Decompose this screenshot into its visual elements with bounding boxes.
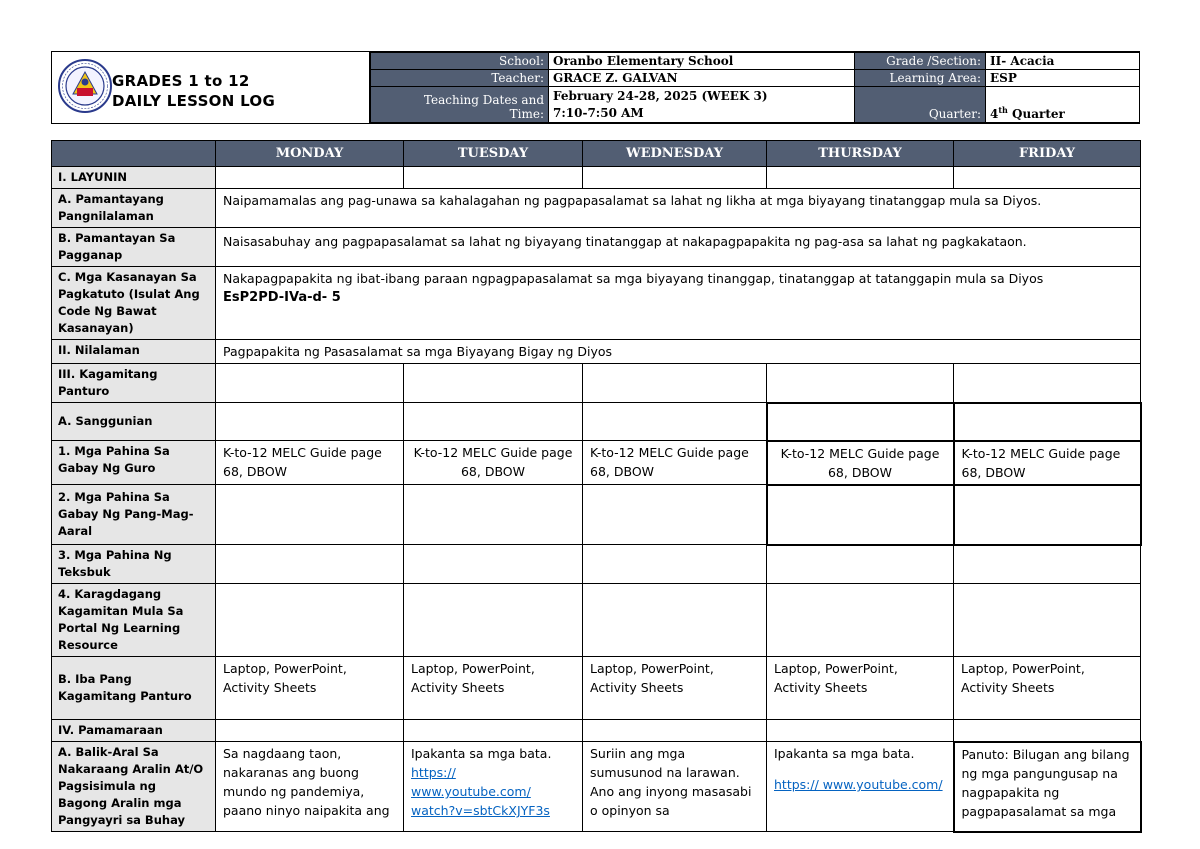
teaching-dates-label-1: Teaching Dates and bbox=[423, 93, 544, 107]
school-value: Oranbo Elementary School bbox=[549, 53, 855, 70]
row-label-pamantayang-pangnilalaman: A. Pamantayang Pangnilalaman bbox=[52, 189, 216, 228]
page-title bbox=[112, 71, 275, 111]
cell bbox=[583, 720, 767, 742]
table-row bbox=[52, 720, 1141, 742]
cell bbox=[954, 485, 1141, 545]
cell bbox=[583, 364, 767, 403]
row-label-nilalaman: II. Nilalaman bbox=[52, 340, 216, 364]
balik-aral-thursday bbox=[767, 742, 954, 832]
cell bbox=[216, 584, 404, 657]
day-wednesday: WEDNESDAY bbox=[583, 141, 767, 167]
cell bbox=[954, 167, 1141, 189]
cell bbox=[404, 720, 583, 742]
gabay-guro-friday: K-to-12 MELC Guide page 68, DBOW bbox=[954, 441, 1141, 485]
cell bbox=[216, 167, 404, 189]
teacher-value: GRACE Z. GALVAN bbox=[549, 70, 855, 87]
cell bbox=[404, 167, 583, 189]
quarter-number: 4 bbox=[990, 107, 999, 121]
quarter-suffix: th bbox=[998, 105, 1008, 115]
cell bbox=[767, 167, 954, 189]
kasanayan-code: EsP2PD-IVa-d- 5 bbox=[223, 290, 341, 305]
kasanayan-cell bbox=[216, 267, 1141, 340]
teaching-dates-label-2: Time: bbox=[509, 107, 544, 121]
cell bbox=[404, 485, 583, 545]
row-label-sanggunian: A. Sanggunian bbox=[52, 403, 216, 441]
cell bbox=[767, 720, 954, 742]
row-label-teksbuk: 3. Mga Pahina Ng Teksbuk bbox=[52, 545, 216, 584]
row-label-gabay-mag-aaral: 2. Mga Pahina Sa Gabay Ng Pang-Mag-Aaral bbox=[52, 485, 216, 545]
header-title-block bbox=[52, 52, 370, 123]
cell bbox=[404, 364, 583, 403]
day-monday: MONDAY bbox=[216, 141, 404, 167]
grade-section-value: II- Acacia bbox=[986, 53, 1140, 70]
gabay-guro-thursday: K-to-12 MELC Guide page 68, DBOW bbox=[767, 441, 954, 485]
row-label-learning-resource: 4. Karagdagang Kagamitan Mula Sa Portal Ng Learning Resource bbox=[52, 584, 216, 657]
title-line-2: DAILY LESSON LOG bbox=[112, 92, 276, 110]
balik-aral-monday: Sa nagdaang taon, nakaranas ang buong mundo ng pandemiya, paano ninyo naipakita ang bbox=[216, 742, 404, 832]
iba-kagamitan-thursday: Laptop, PowerPoint, Activity Sheets bbox=[767, 657, 954, 720]
day-header-row bbox=[52, 141, 1141, 167]
cell bbox=[216, 403, 404, 441]
corner-cell bbox=[52, 141, 216, 167]
balik-aral-wednesday: Suriin ang mga sumusunod na larawan. Ano ang inyong masasabi o opinyon sa bbox=[583, 742, 767, 832]
teaching-dates-value-1: February 24-28, 2025 (WEEK 3) bbox=[553, 88, 768, 103]
balik-aral-thursday-text: Ipakanta sa mga bata. bbox=[774, 746, 915, 761]
teaching-dates-label bbox=[371, 87, 549, 123]
cell bbox=[216, 545, 404, 584]
learning-area-value: ESP bbox=[986, 70, 1140, 87]
table-row bbox=[52, 584, 1141, 657]
table-row bbox=[52, 340, 1141, 364]
quarter-label: Quarter: bbox=[855, 87, 986, 123]
iba-kagamitan-wednesday: Laptop, PowerPoint, Activity Sheets bbox=[583, 657, 767, 720]
cell bbox=[216, 485, 404, 545]
pamantayan-pagganap-text: Naisasabuhay ang pagpapasalamat sa lahat ng biyayang tinatanggap at nakapagpapakita ng pag-asa sa lahat ng pagkakataon. bbox=[216, 228, 1141, 267]
cell bbox=[404, 584, 583, 657]
cell bbox=[767, 485, 954, 545]
row-label-kagamitang-panturo: III. Kagamitang Panturo bbox=[52, 364, 216, 403]
row-label-kasanayan: C. Mga Kasanayan Sa Pagkatuto (Isulat Ang Code Ng Bawat Kasanayan) bbox=[52, 267, 216, 340]
cell bbox=[216, 364, 404, 403]
table-row bbox=[52, 189, 1141, 228]
table-row bbox=[52, 485, 1141, 545]
youtube-link-tuesday[interactable]: https:// www.youtube.com/ watch?v=sbtCkXJYF3s bbox=[411, 765, 550, 818]
deped-seal-icon bbox=[57, 58, 113, 114]
iba-kagamitan-tuesday: Laptop, PowerPoint, Activity Sheets bbox=[404, 657, 583, 720]
lesson-log-table bbox=[51, 140, 1142, 833]
cell bbox=[954, 545, 1141, 584]
iba-kagamitan-friday: Laptop, PowerPoint, Activity Sheets bbox=[954, 657, 1141, 720]
table-row bbox=[52, 441, 1141, 485]
row-label-gabay-guro: 1. Mga Pahina Sa Gabay Ng Guro bbox=[52, 441, 216, 485]
quarter-word: Quarter bbox=[1007, 107, 1065, 121]
cell bbox=[767, 545, 954, 584]
day-tuesday: TUESDAY bbox=[404, 141, 583, 167]
header-info-grid bbox=[370, 52, 1140, 123]
cell bbox=[583, 584, 767, 657]
title-line-1: GRADES 1 to 12 bbox=[112, 72, 250, 90]
pamantayang-pangnilalaman-text: Naipamamalas ang pag-unawa sa kahalagahan ng pagpapasalamat sa lahat ng likha at mga biyayang tinatanggap mula sa Diyos. bbox=[216, 189, 1141, 228]
learning-area-label: Learning Area: bbox=[855, 70, 986, 87]
row-label-layunin: I. LAYUNIN bbox=[52, 167, 216, 189]
school-label: School: bbox=[371, 53, 549, 70]
table-row bbox=[52, 545, 1141, 584]
teaching-dates-value bbox=[549, 87, 855, 123]
cell bbox=[767, 403, 954, 441]
cell bbox=[767, 584, 954, 657]
row-label-balik-aral: A. Balik-Aral Sa Nakaraang Aralin At/O Pagsisimula ng Bagong Aralin mga Pangyayri sa Buhay bbox=[52, 742, 216, 832]
cell bbox=[583, 167, 767, 189]
balik-aral-friday: Panuto: Bilugan ang bilang ng mga pangungusap na nagpapakita ng pagpapasalamat sa mga bbox=[954, 742, 1141, 832]
quarter-value bbox=[986, 87, 1140, 123]
cell bbox=[583, 403, 767, 441]
table-row bbox=[52, 267, 1141, 340]
cell bbox=[767, 364, 954, 403]
day-friday: FRIDAY bbox=[954, 141, 1141, 167]
youtube-link-thursday[interactable]: https:// www.youtube.com/ bbox=[774, 777, 943, 792]
table-row bbox=[52, 364, 1141, 403]
cell bbox=[404, 403, 583, 441]
cell bbox=[954, 403, 1141, 441]
table-row bbox=[52, 742, 1141, 832]
cell bbox=[954, 364, 1141, 403]
teacher-label: Teacher: bbox=[371, 70, 549, 87]
gabay-guro-wednesday: K-to-12 MELC Guide page 68, DBOW bbox=[583, 441, 767, 485]
grade-section-label: Grade /Section: bbox=[855, 53, 986, 70]
teaching-time-value: 7:10-7:50 AM bbox=[553, 105, 644, 120]
table-row bbox=[52, 657, 1141, 720]
row-label-pamamaraan: IV. Pamamaraan bbox=[52, 720, 216, 742]
spacer bbox=[774, 763, 946, 775]
balik-aral-tuesday-text: Ipakanta sa mga bata. bbox=[411, 746, 552, 761]
cell bbox=[583, 485, 767, 545]
cell bbox=[216, 720, 404, 742]
cell bbox=[954, 720, 1141, 742]
iba-kagamitan-monday: Laptop, PowerPoint, Activity Sheets bbox=[216, 657, 404, 720]
cell bbox=[404, 545, 583, 584]
day-thursday: THURSDAY bbox=[767, 141, 954, 167]
cell bbox=[583, 545, 767, 584]
balik-aral-tuesday bbox=[404, 742, 583, 832]
gabay-guro-tuesday: K-to-12 MELC Guide page 68, DBOW bbox=[404, 441, 583, 485]
kasanayan-text: Nakapagpapakita ng ibat-ibang paraan ngpagpapasalamat sa mga biyayang tinanggap, tinatanggap at tatanggapin mula sa Diyos bbox=[223, 271, 1044, 286]
row-label-pamantayan-pagganap: B. Pamantayan Sa Pagganap bbox=[52, 228, 216, 267]
dll-header bbox=[51, 51, 1140, 124]
table-row bbox=[52, 167, 1141, 189]
gabay-guro-monday: K-to-12 MELC Guide page 68, DBOW bbox=[216, 441, 404, 485]
nilalaman-text: Pagpapakita ng Pasasalamat sa mga Biyayang Bigay ng Diyos bbox=[216, 340, 1141, 364]
cell bbox=[954, 584, 1141, 657]
row-label-iba-pang-kagamitan: B. Iba Pang Kagamitang Panturo bbox=[52, 657, 216, 720]
table-row bbox=[52, 403, 1141, 441]
table-row bbox=[52, 228, 1141, 267]
